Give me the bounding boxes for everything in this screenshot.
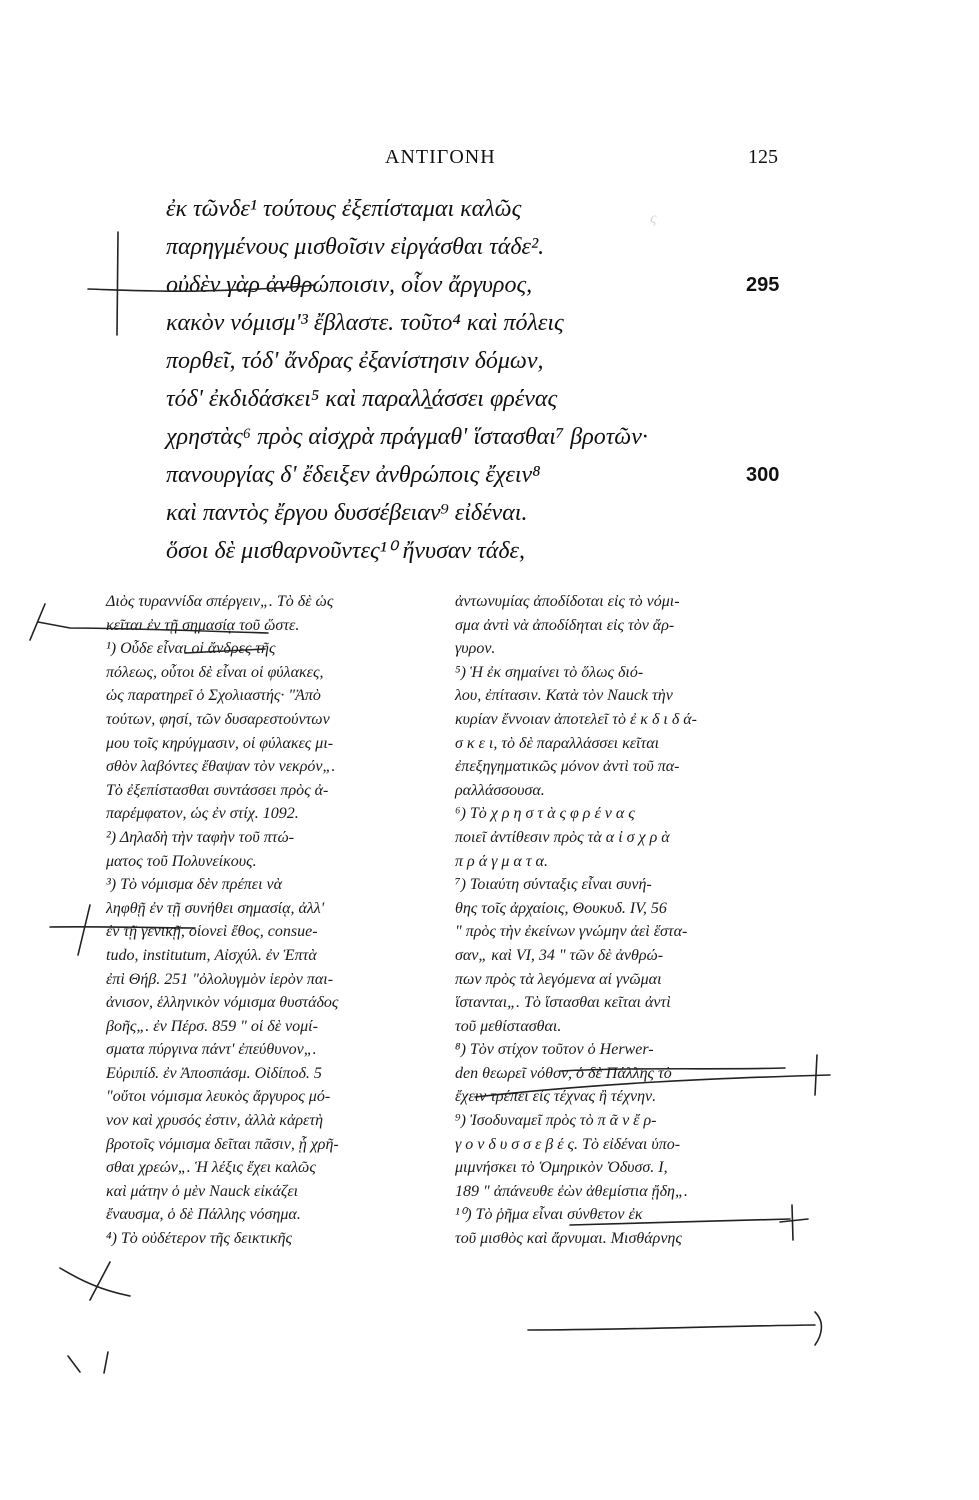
verse-line xyxy=(166,304,786,342)
footnote-line: βροτοῖς νόμισμα δεῖται πᾶσιν, ᾗ χρῆ- xyxy=(106,1135,339,1153)
verse-line xyxy=(166,380,786,418)
footnote-line: ⁶) Τὸ χ ρ η σ τ ὰ ς φ ρ έ ν α ς xyxy=(455,805,635,823)
verse-text: χρηστὰς⁶ πρὸς αἰσχρὰ πράγμαθ' ἵστασθαι⁷ βροτῶν· xyxy=(166,424,648,450)
verse-text: ὅσοι δὲ μισθαρνοῦντες¹⁰ ἤνυσαν τάδε, xyxy=(166,538,525,564)
verse-line xyxy=(166,266,786,304)
verse-line xyxy=(166,190,786,228)
footnote-line: τοῦ μεθίστασθαι. xyxy=(455,1017,562,1035)
footnote-line: κεῖται ἐν τῇ σημασίᾳ τοῦ ὥστε. xyxy=(106,616,300,634)
footnote-line: tudo, institutum, Αἰσχύλ. ἐν Ἑπτὰ xyxy=(106,946,317,964)
verse-line xyxy=(166,228,786,266)
footnote-line: ἀντωνυμίας ἀποδίδοται εἰς τὸ νόμι- xyxy=(455,593,680,610)
pencil-cross-note-7 xyxy=(815,1055,817,1095)
pencil-tick-bottom xyxy=(68,1352,108,1373)
verse-text: κακὸν νόμισμ'³ ἔβλαστε. τοῦτο⁴ καὶ πόλεις xyxy=(166,310,564,336)
running-head-title: ΑΝΤΙΓΟΝΗ xyxy=(385,146,496,168)
footnote-line: ποιεῖ ἀντίθεσιν πρὸς τὰ α ἰ σ χ ρ ὰ xyxy=(455,828,670,846)
footnote-line: Τὸ ἐξεπίστασθαι συντάσσει πρὸς ἀ- xyxy=(106,781,329,799)
footnote-line: σ κ ε ι, τὸ δὲ παραλλάσσει κεῖται xyxy=(455,734,660,752)
verse-text: πορθεῖ, τόδ' ἄνδρας ἐξανίστησιν δόμων, xyxy=(166,348,544,374)
footnote-line: λου, ἐπίτασιν. Κατὰ τὸν Nauck τὴν xyxy=(455,687,673,705)
footnote-line: " πρὸς τὴν ἐκείνων γνώμην ἀεὶ ἕστα- xyxy=(455,923,688,941)
footnote-line: ληφθῇ ἐν τῇ συνήθει σημασίᾳ, ἀλλ' xyxy=(106,899,325,917)
footnote-line: π ρ ά γ μ α τ α. xyxy=(455,852,548,870)
footnote-line: παρέμφατον, ὡς ἐν στίχ. 1092. xyxy=(106,805,299,823)
footnote-line: ⁸) Τὸν στίχον τοῦτον ὁ Herwer- xyxy=(455,1041,654,1059)
verse-line xyxy=(166,532,786,570)
verse-number: 295 xyxy=(746,274,780,296)
verse-text: τόδ' ἐκδιδάσκει⁵ καὶ παραλλάσσει φρένας xyxy=(166,386,558,412)
footnote-line: σθαι χρεών„. Ἡ λέξις ἔχει καλῶς xyxy=(106,1159,316,1177)
footnote-line: μου τοῖς κηρύγμασιν, οἱ φύλακες μι- xyxy=(106,734,334,752)
footnote-line: σματα πύργινα πάντ' ἐπεύθυνον„. xyxy=(106,1041,317,1059)
footnote-line: ⁷) Τοιαύτη σύνταξις εἶναι συνή- xyxy=(455,876,652,894)
bleed-through-text: ς xyxy=(650,210,657,227)
verse-line xyxy=(166,342,786,380)
page-number: 125 xyxy=(748,146,778,168)
verse-block xyxy=(166,190,786,570)
footnote-line: ⁴) Τὸ οὐδέτερον τῆς δεικτικῆς xyxy=(106,1230,292,1248)
footnote-line: πόλεως, οὗτοι δὲ εἶναι οἱ φύλακες, xyxy=(106,663,324,681)
footnote-line: ἀνισον, ἑλληνικὸν νόμισμα θυστάδος xyxy=(106,994,339,1012)
footnote-line: ἵστανται„. Τὸ ἵστασθαι κεῖται ἀντὶ xyxy=(455,994,671,1012)
footnote-line: ὡς παρατηρεῖ ὁ Σχολιαστής· "Ἀπὸ xyxy=(106,687,321,705)
verse-text: πανουργίας δ' ἔδειξεν ἀνθρώποις ἔχειν⁸ xyxy=(166,462,541,488)
footnote-line: τοῦ μισθὸς καὶ ἄρνυμαι. Μισθάρνης xyxy=(455,1230,682,1248)
footnote-line: μιμνήσκει τὸ Ὁμηρικὸν Ὀδυσσ. Ι, xyxy=(455,1159,668,1177)
footnote-line: γυρον. xyxy=(455,640,496,658)
verse-text: καὶ παντὸς ἔργου δυσσέβειαν⁹ εἰδέναι. xyxy=(166,500,528,526)
footnote-line: ματος τοῦ Πολυνείκους. xyxy=(106,852,257,870)
footnote-line: κυρίαν ἔννοιαν ἀποτελεῖ τὸ ἐ κ δ ι δ ά- xyxy=(455,710,697,728)
footnote-line: "οὔτοι νόμισμα λευκὸς ἄργυρος μό- xyxy=(106,1088,331,1106)
footnote-line: νον καὶ χρυσός ἐστιν, ἀλλὰ κἀρετὴ xyxy=(106,1112,324,1130)
footnote-line: ⁹) Ἰσοδυναμεῖ πρὸς τὸ π ᾶ ν ἔ ρ- xyxy=(455,1112,657,1130)
verse-text: παρηγμένους μισθοῖσιν εἰργάσθαι τάδε². xyxy=(166,234,545,260)
footnote-line: ραλλάσσουσα. xyxy=(455,781,545,799)
footnote-line: σθὸν λαβόντες ἔθαψαν τὸν νεκρόν„. xyxy=(106,758,336,776)
footnote-line: ²) Δηλαδὴ τὴν ταφὴν τοῦ πτώ- xyxy=(106,828,294,846)
footnote-line: den θεωρεῖ νόθον, ὁ δὲ Πάλλης τὸ xyxy=(455,1064,672,1082)
verse-line xyxy=(166,456,786,494)
verse-text: οὐδὲν γὰρ ἀνθρώποισιν, οἷον ἄργυρος, xyxy=(166,272,533,298)
footnote-line: ¹) Οὗδε εἶναι οἱ ἄνδρες τῆς xyxy=(106,640,276,658)
verse-number: 300 xyxy=(746,464,780,486)
footnote-line: Εὐριπίδ. ἐν Ἀποσπάσμ. Οἰδίποδ. 5 xyxy=(106,1064,322,1082)
footnote-line: ⁵) Ἡ ἐκ σημαίνει τὸ ὅλως διό- xyxy=(455,663,644,681)
verse-line xyxy=(166,418,786,456)
footnote-line: γ ο ν δ υ σ σ ε β έ ς. Τὸ εἰδέναι ὑπο- xyxy=(455,1135,681,1153)
pencil-vertical-mark xyxy=(117,232,118,335)
footnote-line: ἐπεξηγηματικῶς μόνον ἀντὶ τοῦ πα- xyxy=(455,758,680,776)
footnote-line: σμα ἀντὶ νὰ ἀποδίδηται εἰς τὸν ἄρ- xyxy=(455,616,675,634)
footnote-line: Διὸς τυραννίδα σπέργειν„. Τὸ δὲ ὡς xyxy=(106,593,334,610)
pencil-bracket-note-10 xyxy=(815,1312,821,1345)
footnote-line: τούτων, φησί, τῶν δυσαρεστούντων xyxy=(106,710,330,728)
footnote-line: σαν„ καὶ VI, 34 " τῶν δὲ ἀνθρώ- xyxy=(455,946,664,964)
footnote-line: 189 " ἀπάνευθε ἐὼν ἀθεμίστια ᾔδη„. xyxy=(455,1182,688,1200)
pencil-x-mark-left xyxy=(60,1262,130,1300)
footnote-line: ἐπὶ Θήβ. 251 "ὀλολυγμὸν ἱερὸν παι- xyxy=(106,970,334,988)
footnotes-right-column xyxy=(455,590,783,1251)
pencil-slash-note-3 xyxy=(78,905,90,955)
verse-text: ἐκ τῶνδε¹ τούτους ἐξεπίσταμαι καλῶς xyxy=(166,196,522,222)
pencil-underline-note-10 xyxy=(528,1325,815,1330)
footnotes-left-column xyxy=(106,590,421,1251)
footnote-line: πων πρὸς τὰ λεγόμενα αἱ γνῶμαι xyxy=(455,970,662,988)
footnote-line: βοῆς„. ἐν Πέρσ. 859 " οἱ δὲ νομί- xyxy=(106,1017,318,1035)
verse-line xyxy=(166,494,786,532)
footnote-line: ἔχειν τρέπει εἰς τέχνας ἢ τέχνην. xyxy=(455,1088,657,1106)
footnote-line: ἔναυσμα, ὁ δὲ Πάλλης νόσημα. xyxy=(106,1206,301,1224)
footnote-line: ἐν τῇ γενικῇ, οἱονεὶ ἔθος, consue- xyxy=(106,923,318,941)
footnote-line: ¹⁰) Τὸ ῥῆμα εἶναι σύνθετον ἐκ xyxy=(455,1206,643,1224)
footnote-line: καὶ μάτην ὁ μὲν Nauck εἰκάζει xyxy=(106,1182,299,1200)
footnote-line: θης τοῖς ἀρχαίοις, Θουκυδ. IV, 56 xyxy=(455,899,667,917)
pencil-cross-note-9 xyxy=(780,1205,808,1240)
footnote-line: ³) Τὸ νόμισμα δὲν πρέπει νὰ xyxy=(106,876,283,894)
pencil-slash-note-left xyxy=(30,604,45,640)
